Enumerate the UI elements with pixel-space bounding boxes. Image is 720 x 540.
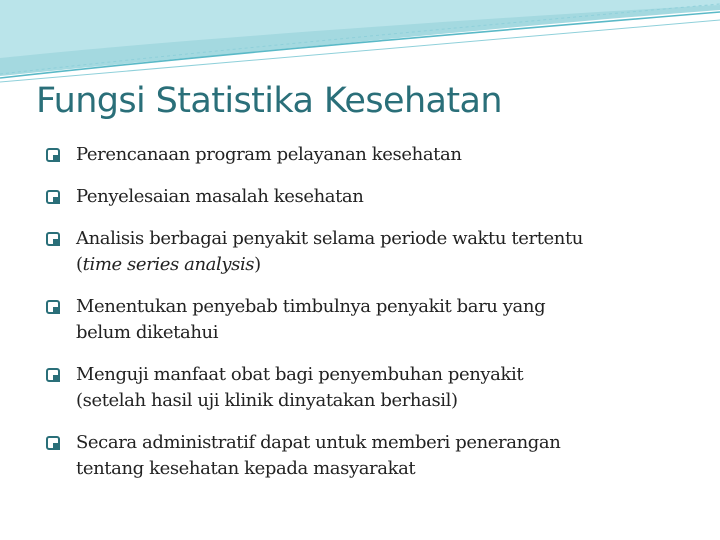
bullet-text: Perencanaan program pelayanan kesehatan: [76, 144, 462, 165]
bullet-text-line2: belum diketahui: [76, 322, 219, 343]
bullet-text-line2: (setelah hasil uji klinik dinyatakan berhasil): [76, 390, 458, 411]
checkbox-square-icon: [46, 148, 60, 162]
bullet-item: [46, 226, 706, 278]
checkbox-square-icon: [46, 190, 60, 204]
bullet-text-line2: (time series analysis): [76, 254, 261, 275]
checkbox-square-icon: [46, 232, 60, 246]
bullet-text: Menguji manfaat obat bagi penyembuhan penyakit: [76, 364, 524, 385]
checkbox-square-icon: [46, 436, 60, 450]
bullet-text: Menentukan penyebab timbulnya penyakit baru yang: [76, 296, 546, 317]
bullet-list: [46, 142, 706, 482]
bullet-item: [46, 142, 706, 168]
bullet-item: [46, 294, 706, 346]
bullet-text: Analisis berbagai penyakit selama periode waktu tertentu: [76, 228, 584, 249]
bullet-item: [46, 184, 706, 210]
bullet-text: Secara administratif dapat untuk memberi penerangan: [76, 432, 561, 453]
bullet-text-line2: tentang kesehatan kepada masyarakat: [76, 458, 416, 479]
bullet-item: [46, 430, 706, 482]
slide-title: Fungsi Statistika Kesehatan: [36, 81, 502, 121]
checkbox-square-icon: [46, 368, 60, 382]
checkbox-square-icon: [46, 300, 60, 314]
bullet-item: [46, 362, 706, 414]
bullet-text: Penyelesaian masalah kesehatan: [76, 186, 364, 207]
header-wave-decoration: [0, 0, 720, 90]
italic-term: time series analysis: [82, 254, 255, 275]
